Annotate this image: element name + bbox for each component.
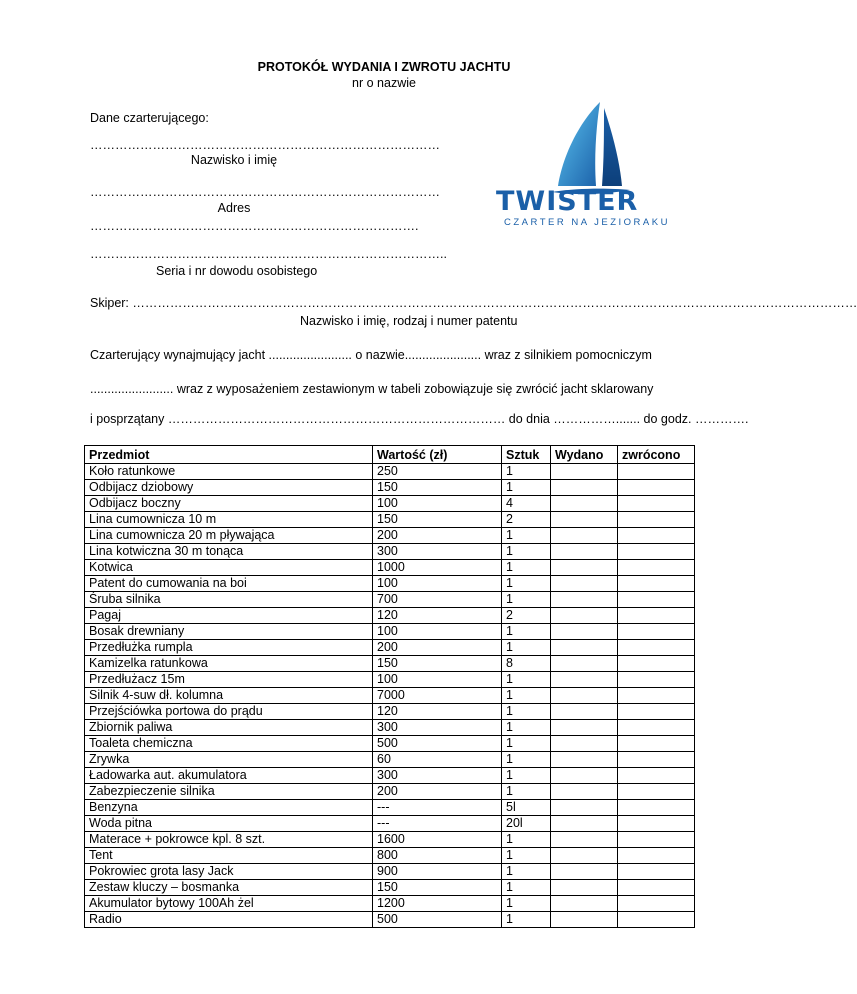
item-name: Pokrowiec grota lasy Jack [85,864,373,880]
table-row [85,640,695,656]
twister-logo [488,98,688,230]
item-quantity: 1 [502,752,551,768]
issued-checkbox-cell[interactable] [551,704,618,720]
header-value: Wartość (zł) [373,446,502,464]
item-name: Zestaw kluczy – bosmanka [85,880,373,896]
item-quantity: 5l [502,800,551,816]
issued-checkbox-cell[interactable] [551,816,618,832]
item-quantity: 1 [502,544,551,560]
item-quantity: 20l [502,816,551,832]
item-name: Pagaj [85,608,373,624]
item-quantity: 2 [502,608,551,624]
item-quantity: 1 [502,720,551,736]
item-name: Ładowarka aut. akumulatora [85,768,373,784]
table-row [85,768,695,784]
item-value: --- [373,800,502,816]
logo-tagline: CZARTER NA JEZIORAKU [504,217,670,228]
returned-checkbox-cell[interactable] [618,496,695,512]
document-title: PROTOKÓŁ WYDANIA I ZWROTU JACHTU [257,60,511,74]
item-quantity: 1 [502,864,551,880]
table-row [85,592,695,608]
item-name: Bosak drewniany [85,624,373,640]
item-value: 100 [373,672,502,688]
returned-checkbox-cell[interactable] [618,528,695,544]
item-name: Zbiornik paliwa [85,720,373,736]
item-quantity: 1 [502,592,551,608]
returned-checkbox-cell[interactable] [618,624,695,640]
item-value: 700 [373,592,502,608]
item-name: Patent do cumowania na boi [85,576,373,592]
charterer-name-line[interactable]: ………………………………………………………………………… [90,138,440,152]
item-name: Radio [85,912,373,928]
item-value: 120 [373,608,502,624]
item-value: 150 [373,656,502,672]
statement-line-2: ........................ wraz z wyposażeniem zestawionym w tabeli zobowiązuje się zwrócić jacht sklarowany [90,382,654,396]
charterer-address-line-2[interactable]: ……………………………………………………………………. [90,219,419,233]
item-name: Przedłużka rumpla [85,640,373,656]
item-value: 100 [373,624,502,640]
item-name: Lina cumownicza 10 m [85,512,373,528]
item-name: Benzyna [85,800,373,816]
issued-checkbox-cell[interactable] [551,736,618,752]
item-value: 150 [373,512,502,528]
item-name: Lina cumownicza 20 m pływająca [85,528,373,544]
item-name: Toaleta chemiczna [85,736,373,752]
item-quantity: 1 [502,848,551,864]
table-row [85,544,695,560]
issued-checkbox-cell[interactable] [551,656,618,672]
returned-checkbox-cell[interactable] [618,720,695,736]
table-row [85,480,695,496]
issued-checkbox-cell[interactable] [551,464,618,480]
returned-checkbox-cell[interactable] [618,544,695,560]
item-name: Tent [85,848,373,864]
item-value: 900 [373,864,502,880]
issued-checkbox-cell[interactable] [551,560,618,576]
table-row [85,720,695,736]
charterer-address-caption: Adres [217,201,251,215]
table-row [85,864,695,880]
item-quantity: 2 [502,512,551,528]
item-value: 1000 [373,560,502,576]
equipment-table [84,445,695,928]
item-value: 800 [373,848,502,864]
item-value: 100 [373,576,502,592]
issued-checkbox-cell[interactable] [551,496,618,512]
item-quantity: 1 [502,880,551,896]
issued-checkbox-cell[interactable] [551,688,618,704]
logo-brand: TWISTER [496,186,639,217]
item-name: Kotwica [85,560,373,576]
item-value: --- [373,816,502,832]
skipper-caption: Nazwisko i imię, rodzaj i numer patentu [300,314,518,328]
table-row [85,512,695,528]
issued-checkbox-cell[interactable] [551,880,618,896]
table-row [85,896,695,912]
item-name: Odbijacz boczny [85,496,373,512]
header-item: Przedmiot [85,446,373,464]
returned-checkbox-cell[interactable] [618,752,695,768]
table-row [85,608,695,624]
issued-checkbox-cell[interactable] [551,896,618,912]
table-row [85,752,695,768]
table-row [85,912,695,928]
issued-checkbox-cell[interactable] [551,480,618,496]
table-row [85,496,695,512]
header-issued: Wydano [551,446,618,464]
issued-checkbox-cell[interactable] [551,512,618,528]
table-row [85,736,695,752]
issued-checkbox-cell[interactable] [551,640,618,656]
issued-checkbox-cell[interactable] [551,784,618,800]
issued-checkbox-cell[interactable] [551,528,618,544]
item-value: 200 [373,528,502,544]
item-name: Kamizelka ratunkowa [85,656,373,672]
returned-checkbox-cell[interactable] [618,784,695,800]
table-row [85,688,695,704]
table-row [85,848,695,864]
returned-checkbox-cell[interactable] [618,512,695,528]
item-quantity: 1 [502,672,551,688]
table-row [85,704,695,720]
table-row [85,880,695,896]
returned-checkbox-cell[interactable] [618,800,695,816]
returned-checkbox-cell[interactable] [618,912,695,928]
issued-checkbox-cell[interactable] [551,832,618,848]
item-name: Silnik 4-suw dł. kolumna [85,688,373,704]
charterer-id-caption: Seria i nr dowodu osobistego [156,264,318,278]
issued-checkbox-cell[interactable] [551,864,618,880]
issued-checkbox-cell[interactable] [551,800,618,816]
issued-checkbox-cell[interactable] [551,848,618,864]
item-value: 120 [373,704,502,720]
issued-checkbox-cell[interactable] [551,608,618,624]
item-value: 200 [373,784,502,800]
statement-line-1: Czarterujący wynajmujący jacht ........................ o nazwie...................... wraz z silnikiem pomocniczym [90,348,652,362]
returned-checkbox-cell[interactable] [618,608,695,624]
item-quantity: 1 [502,896,551,912]
item-quantity: 1 [502,640,551,656]
issued-checkbox-cell[interactable] [551,720,618,736]
issued-checkbox-cell[interactable] [551,768,618,784]
item-quantity: 4 [502,496,551,512]
item-name: Odbijacz dziobowy [85,480,373,496]
returned-checkbox-cell[interactable] [618,480,695,496]
returned-checkbox-cell[interactable] [618,816,695,832]
item-quantity: 1 [502,768,551,784]
item-value: 60 [373,752,502,768]
skipper-line[interactable]: Skiper: ………………………………………………………………………………………………………………………………………………………… [90,296,857,310]
item-quantity: 1 [502,480,551,496]
table-header-row [85,446,695,464]
returned-checkbox-cell[interactable] [618,832,695,848]
table-row [85,576,695,592]
table-row [85,784,695,800]
item-value: 500 [373,736,502,752]
table-row [85,560,695,576]
item-name: Akumulator bytowy 100Ah żel [85,896,373,912]
item-quantity: 1 [502,528,551,544]
table-row [85,624,695,640]
item-value: 300 [373,720,502,736]
item-value: 7000 [373,688,502,704]
item-name: Woda pitna [85,816,373,832]
item-name: Przedłużacz 15m [85,672,373,688]
returned-checkbox-cell[interactable] [618,704,695,720]
table-row [85,464,695,480]
issued-checkbox-cell[interactable] [551,624,618,640]
item-quantity: 1 [502,560,551,576]
item-quantity: 1 [502,832,551,848]
issued-checkbox-cell[interactable] [551,912,618,928]
returned-checkbox-cell[interactable] [618,864,695,880]
charterer-id-line[interactable]: ………………………………………………………………………….. [90,247,447,261]
item-value: 250 [373,464,502,480]
item-value: 1600 [373,832,502,848]
issued-checkbox-cell[interactable] [551,752,618,768]
table-row [85,832,695,848]
item-value: 300 [373,768,502,784]
item-quantity: 1 [502,784,551,800]
returned-checkbox-cell[interactable] [618,656,695,672]
charterer-label: Dane czarterującego: [90,111,209,125]
document-subtitle: nr o nazwie [352,76,416,90]
header-quantity: Sztuk [502,446,551,464]
issued-checkbox-cell[interactable] [551,544,618,560]
returned-checkbox-cell[interactable] [618,736,695,752]
item-value: 150 [373,480,502,496]
returned-checkbox-cell[interactable] [618,880,695,896]
item-quantity: 1 [502,624,551,640]
item-value: 150 [373,880,502,896]
returned-checkbox-cell[interactable] [618,560,695,576]
returned-checkbox-cell[interactable] [618,592,695,608]
table-row [85,656,695,672]
item-name: Przejściówka portowa do prądu [85,704,373,720]
returned-checkbox-cell[interactable] [618,640,695,656]
returned-checkbox-cell[interactable] [618,576,695,592]
item-quantity: 8 [502,656,551,672]
issued-checkbox-cell[interactable] [551,672,618,688]
item-name: Śruba silnika [85,592,373,608]
returned-checkbox-cell[interactable] [618,464,695,480]
item-name: Zrywka [85,752,373,768]
table-row [85,672,695,688]
charterer-address-line[interactable]: ………………………………………………………………………… [90,185,440,199]
item-name: Materace + pokrowce kpl. 8 szt. [85,832,373,848]
returned-checkbox-cell[interactable] [618,848,695,864]
table-row [85,528,695,544]
item-name: Zabezpieczenie silnika [85,784,373,800]
returned-checkbox-cell[interactable] [618,672,695,688]
item-quantity: 1 [502,704,551,720]
item-name: Lina kotwiczna 30 m tonąca [85,544,373,560]
item-quantity: 1 [502,688,551,704]
item-name: Koło ratunkowe [85,464,373,480]
table-row [85,816,695,832]
returned-checkbox-cell[interactable] [618,768,695,784]
item-value: 200 [373,640,502,656]
table-row [85,800,695,816]
item-value: 300 [373,544,502,560]
returned-checkbox-cell[interactable] [618,688,695,704]
statement-line-3: i posprzątany ……………………………………………………………………… do dnia ……………....... do godz. …………. [90,412,749,426]
issued-checkbox-cell[interactable] [551,576,618,592]
issued-checkbox-cell[interactable] [551,592,618,608]
header-returned: zwrócono [618,446,695,464]
item-quantity: 1 [502,912,551,928]
item-value: 1200 [373,896,502,912]
charterer-name-caption: Nazwisko i imię [190,153,278,167]
item-quantity: 1 [502,464,551,480]
item-value: 100 [373,496,502,512]
returned-checkbox-cell[interactable] [618,896,695,912]
item-value: 500 [373,912,502,928]
item-quantity: 1 [502,736,551,752]
item-quantity: 1 [502,576,551,592]
